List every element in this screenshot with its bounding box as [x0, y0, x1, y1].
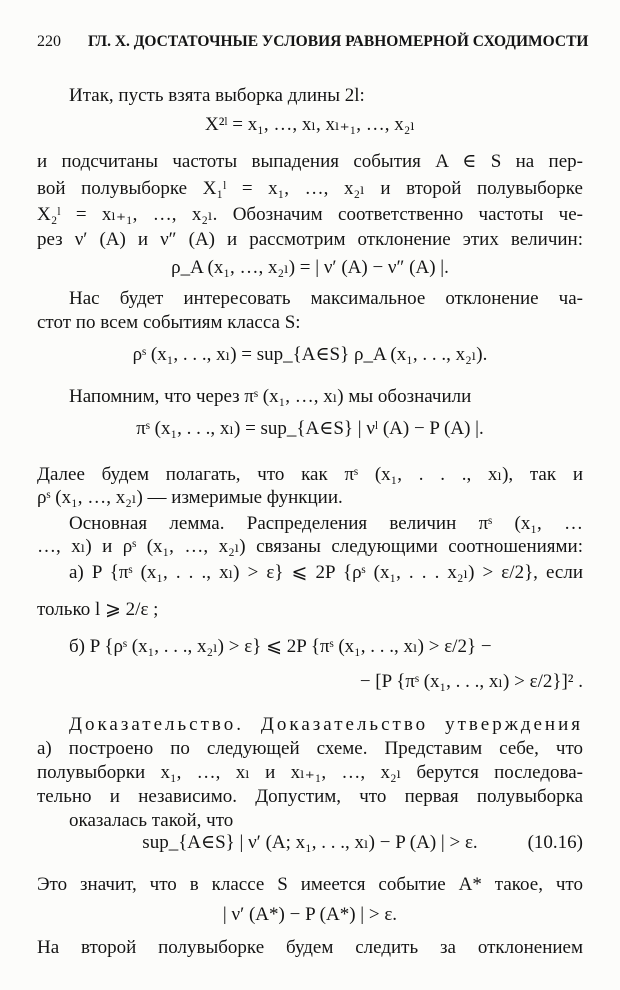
lemma-item-b-continuation: − [P {πˢ (x₁, . . ., xₗ) > ε/2}]² . [359, 671, 583, 692]
lemma-item-a: а) P {πˢ (x₁, . . ., xₗ) > ε} ⩽ 2P {ρˢ (x₁, . . . x₂ₗ) > ε/2}, если [69, 562, 583, 583]
formula-nu-star: | ν′ (A*) − P (A*) | > ε. [222, 904, 398, 925]
text-line: ρˢ (x₁, …, x₂ₗ) — измеримые функции. [37, 487, 343, 508]
formula-sample: X²ˡ = x₁, …, xₗ, xₗ₊₁, …, x₂ₗ [204, 114, 416, 135]
text-line: Нас будет интересовать максимальное отклонение ча- [69, 288, 583, 309]
text-line: Это значит, что в классе S имеется событие A* такое, что [37, 874, 583, 895]
text-line: стот по всем событиям класса S: [37, 312, 301, 333]
formula-pi-s: πˢ (x₁, . . ., xₗ) = sup_{A∈S} | νˡ (A) − P (A) |. [136, 418, 484, 439]
running-title: ГЛ. X. ДОСТАТОЧНЫЕ УСЛОВИЯ РАВНОМЕРНОЙ СХОДИМОСТИ [88, 33, 589, 50]
formula-rho-a: ρ_A (x₁, …, x₂ₗ) = | ν′ (A) − ν″ (A) |. [171, 257, 449, 278]
text-line: Итак, пусть взята выборка длины 2l: [69, 85, 365, 106]
text-line: оказалась такой, что [69, 810, 234, 831]
text-line: а) построено по следующей схеме. Представим себе, что [37, 738, 583, 759]
lemma-text-line: …, xₗ) и ρˢ (x₁, …, x₂ₗ) связаны следующими соотношениями: [37, 536, 583, 557]
text-line: X₂ˡ = xₗ₊₁, …, x₂ₗ. Обозначим соответственно частоты че- [37, 204, 583, 225]
page-number: 220 [37, 33, 61, 50]
lemma-item-a-condition: только l ⩾ 2/ε ; [37, 599, 159, 620]
text-line: тельно и независимо. Допустим, что первая полувыборка [37, 786, 583, 807]
proof-heading-line: Доказательство. Доказательство утверждения [69, 714, 583, 735]
lemma-item-b: б) P {ρˢ (x₁, . . ., x₂ₗ) > ε} ⩽ 2P {πˢ (x₁, . . ., xₗ) > ε/2} − [69, 636, 492, 657]
text-line: полувыборки x₁, …, xₗ и xₗ₊₁, …, x₂ₗ берутся последова- [37, 762, 583, 783]
text-line: Напомним, что через πˢ (x₁, …, xₗ) мы обозначили [69, 386, 472, 407]
formula-sup-nu: sup_{A∈S} | ν′ (A; x₁, . . ., xₗ) − P (A) | > ε. [142, 832, 478, 853]
equation-number: (10.16) [527, 832, 583, 853]
text-line: На второй полувыборке будем следить за отклонением [37, 937, 583, 958]
text-line: рез ν′ (A) и ν″ (A) и рассмотрим отклонение этих величин: [37, 229, 583, 250]
lemma-title-line: Основная лемма. Распределения величин πˢ (x₁, … [69, 513, 583, 534]
text-line: и подсчитаны частоты выпадения события A ∈ S на пер- [37, 151, 583, 172]
formula-rho-s: ρˢ (x₁, . . ., xₗ) = sup_{A∈S} ρ_A (x₁, . . ., x₂ₗ). [132, 344, 488, 365]
text-line: Далее будем полагать, что как πˢ (x₁, . . ., xₗ), так и [37, 464, 583, 485]
text-line: вой полувыборке X₁ˡ = x₁, …, x₂ₗ и второй полувыборке [37, 178, 583, 199]
